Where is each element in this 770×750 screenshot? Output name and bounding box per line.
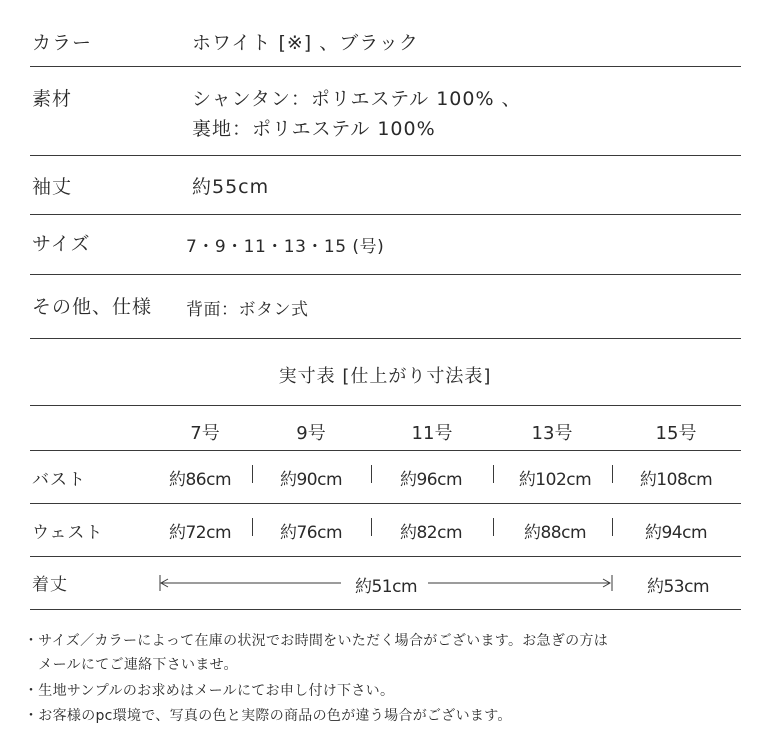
column-header-9: 9号 <box>296 423 326 444</box>
table-cell: 約96cm <box>399 470 463 490</box>
table-cell: 約88cm <box>523 523 587 543</box>
table-rule <box>30 503 741 504</box>
other-value: 背面：ボタン式 <box>186 300 309 320</box>
table-cell: 約94cm <box>644 523 708 543</box>
note-line: ・お客様のpc環境で、写真の色と実際の商品の色が違う場合がございます。 <box>24 708 512 724</box>
size-label: サイズ <box>32 233 91 255</box>
table-cell: 約86cm <box>168 470 232 490</box>
table-rule <box>30 556 741 557</box>
divider <box>30 214 741 215</box>
divider <box>30 338 741 339</box>
color-label: カラー <box>32 32 93 54</box>
column-header-15: 15号 <box>655 423 697 444</box>
table-bottom-rule <box>30 609 741 610</box>
color-value: ホワイト [※] 、ブラック <box>192 32 419 54</box>
material-label: 素材 <box>32 88 73 110</box>
column-header-7: 7号 <box>190 423 220 444</box>
size-value: 7・9・11・13・15 (号) <box>186 237 385 257</box>
table-cell: 約76cm <box>279 523 343 543</box>
note-line: ・生地サンプルのお求めはメールにてお申し付け下さい。 <box>24 683 395 699</box>
table-cell: 約102cm <box>518 470 592 490</box>
row-label-bust: バスト <box>32 470 86 490</box>
table-cell: 約72cm <box>168 523 232 543</box>
column-header-13: 13号 <box>531 423 573 444</box>
divider <box>30 274 741 275</box>
row-label-waist: ウェスト <box>32 523 104 543</box>
divider <box>30 66 741 67</box>
other-label: その他、仕様 <box>32 296 153 318</box>
cell-separator <box>612 518 613 536</box>
note-line: メールにてご連絡下さいませ。 <box>24 657 238 673</box>
row-label-length: 着丈 <box>32 575 68 595</box>
sleeve-value: 約55cm <box>192 176 270 198</box>
note-line: ・サイズ／カラーによって在庫の状況でお時間をいただく場合がございます。お急ぎの方は <box>24 633 609 649</box>
table-top-rule <box>30 405 741 406</box>
table-cell: 約108cm <box>639 470 713 490</box>
table-cell: 約82cm <box>399 523 463 543</box>
span-value: 約51cm <box>354 577 418 597</box>
size-table-title: 実寸表 [仕上がり寸法表] <box>278 366 492 387</box>
column-header-11: 11号 <box>411 423 453 444</box>
table-cell: 約53cm <box>646 577 710 597</box>
divider <box>30 155 741 156</box>
cell-separator <box>612 465 613 483</box>
table-cell: 約90cm <box>279 470 343 490</box>
cell-separator <box>493 518 494 536</box>
material-value-line1: シャンタン：ポリエステル 100% 、 <box>192 88 522 110</box>
table-rule <box>30 450 741 451</box>
material-value-line2: 裏地：ポリエステル 100% <box>192 118 436 140</box>
cell-separator <box>493 465 494 483</box>
sleeve-label: 袖丈 <box>32 176 73 198</box>
